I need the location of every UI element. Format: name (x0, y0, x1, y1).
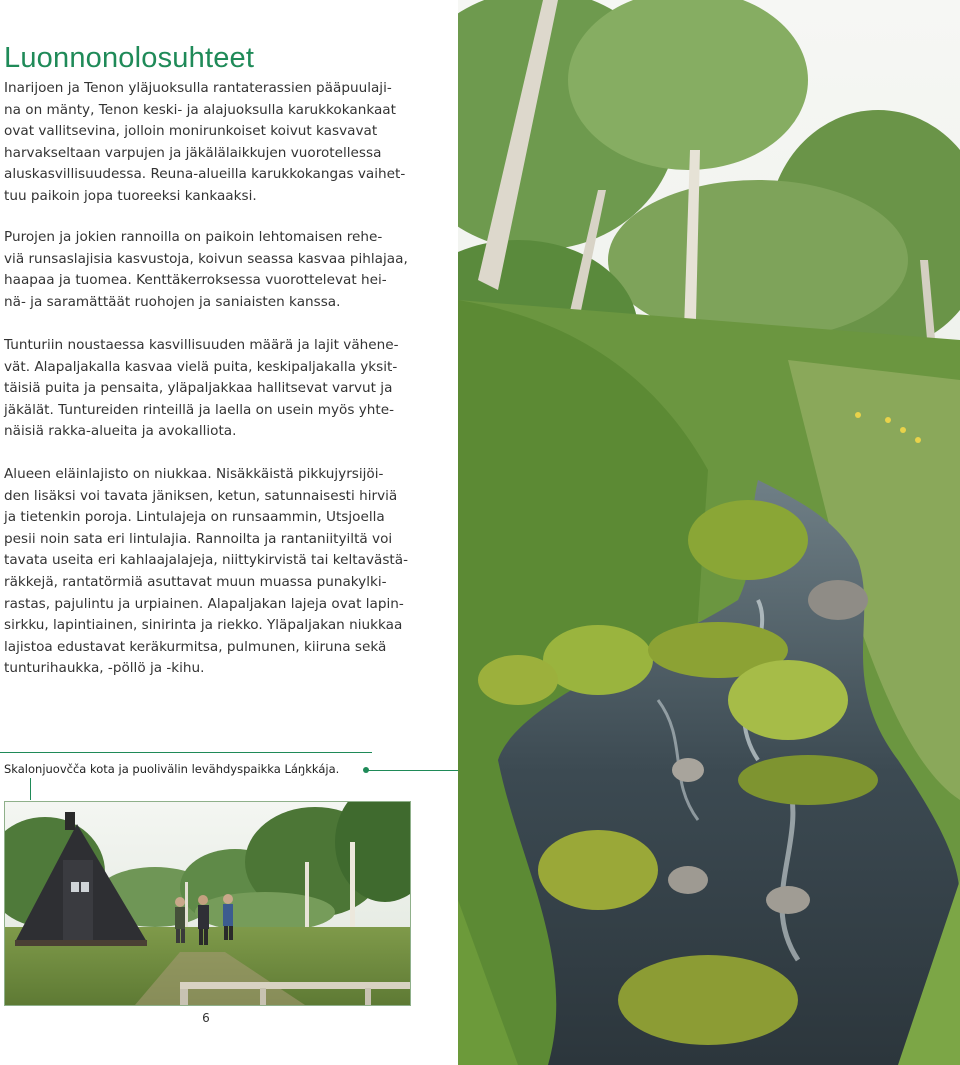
caption-pointer-line (366, 770, 458, 771)
text-line: nä- ja saramättäät ruohojen ja saniaisten kanssa. (4, 293, 341, 310)
text-line: ja tietenkin poroja. Lintulajeja on runsaammin, Utsjoella (4, 509, 385, 526)
text-line: tuu paikoin jopa tuoreeksi kankaaksi. (4, 187, 257, 204)
kota-photo (4, 801, 411, 1006)
text-line: Purojen ja jokien rannoilla on paikoin lehtomaisen rehe- (4, 229, 383, 245)
text-line: Inarijoen ja Tenon yläjuoksulla rantaterassien pääpuulaji- (4, 80, 392, 96)
text-line: täisiä puita ja pensaita, yläpaljakkaa hallitsevat varvut ja (4, 380, 393, 397)
caption-divider (0, 752, 372, 753)
text-line: tunturihaukka, -pöllö ja -kihu. (4, 660, 205, 677)
text-line: na on mänty, Tenon keski- ja alajuoksulla karukkokankaat (4, 101, 396, 118)
text-line: pesii noin sata eri lintulajia. Rannoilta ja rantaniityiltä voi (4, 530, 393, 547)
stream-photo (458, 0, 960, 1065)
paragraph-fauna (4, 464, 422, 680)
caption-pointer-dot (363, 767, 369, 773)
caption-pointer-tick (30, 778, 31, 800)
paragraph-vegetation-rivers (4, 78, 422, 208)
text-line: räkkejä, rantatörmiä asuttavat muun muassa punakylki- (4, 573, 387, 590)
text-line: jäkälät. Tuntureiden rinteillä ja laella on usein myös yhte- (4, 401, 394, 418)
stream-photo-illustration (458, 0, 960, 1065)
text-line: vät. Alapaljakalla kasvaa vielä puita, keskipaljakalla yksit- (4, 358, 398, 375)
figure-caption: Skalonjuovčča kota ja puolivälin levähdyspaikka Láŋkkája. (4, 762, 340, 776)
text-line: den lisäksi voi tavata jäniksen, ketun, satunnaisesti hirviä (4, 487, 398, 504)
text-line: aluskasvillisuudessa. Reuna-alueilla karukkokangas vaihet- (4, 166, 406, 183)
text-line: näisiä rakka-alueita ja avokalliota. (4, 423, 237, 440)
page-number: 6 (202, 1011, 210, 1025)
text-line: tavata useita eri kahlaajalajeja, niittykirvistä tai keltavästä- (4, 552, 408, 569)
text-line: harvakseltaan varpujen ja jäkälälaikkujen vuorotellessa (4, 144, 382, 161)
text-line: haapaa ja tuomea. Kenttäkerroksessa vuorottelevat hei- (4, 272, 387, 289)
text-line: rastas, pajulintu ja urpiainen. Alapaljakan lajeja ovat lapin- (4, 595, 404, 612)
kota-photo-illustration (5, 802, 410, 1005)
text-line: Tunturiin noustaessa kasvillisuuden määrä ja lajit vähene- (4, 337, 399, 353)
text-line: ovat vallitsevina, jolloin monirunkoiset koivut kasvavat (4, 123, 378, 140)
text-line: Alueen eläinlajisto on niukkaa. Nisäkkäistä pikkujyrsijöi- (4, 466, 384, 482)
text-line: lajistoa edustavat keräkurmitsa, pulmunen, kiiruna sekä (4, 638, 387, 655)
page-title: Luonnonolosuhteet (4, 42, 255, 74)
text-line: sirkku, lapintiainen, sinirinta ja riekko. Yläpaljakan niukkaa (4, 617, 403, 634)
paragraph-riverbanks (4, 227, 422, 313)
paragraph-fells (4, 335, 422, 443)
text-line: viä runsaslajisia kasvustoja, koivun seassa kasvaa pihlajaa, (4, 250, 408, 267)
